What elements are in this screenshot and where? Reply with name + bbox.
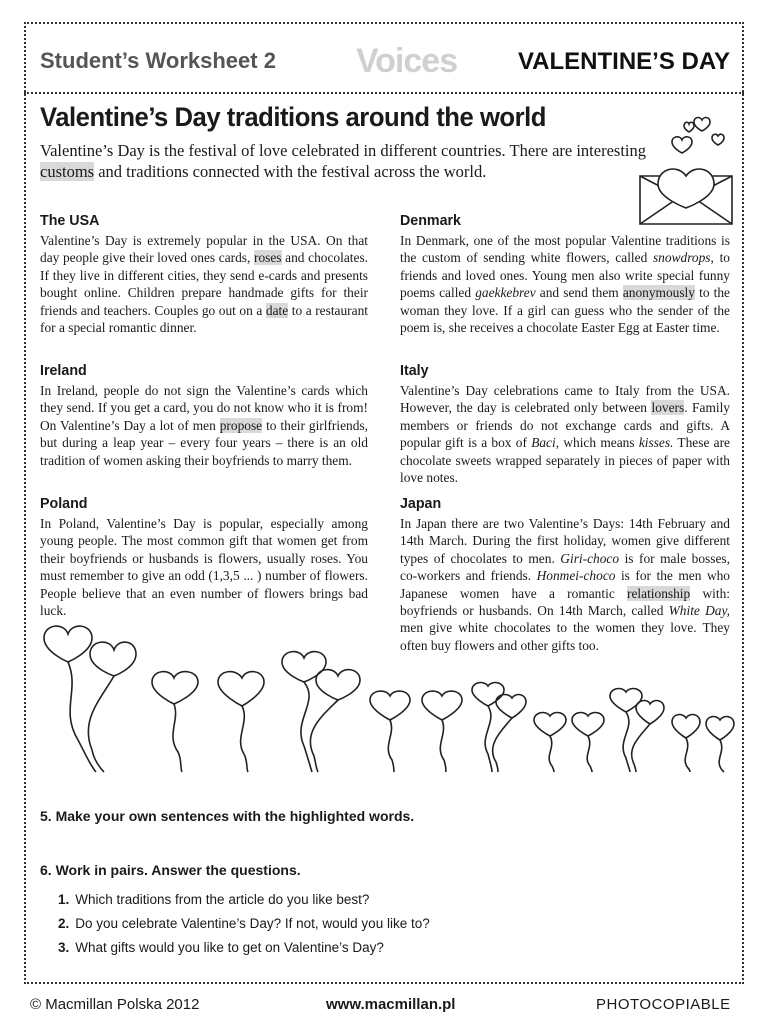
section-usa — [40, 212, 368, 336]
question-item: 1. Which traditions from the article do you like best? — [58, 892, 370, 907]
task-6: 6. Work in pairs. Answer the questions. — [40, 862, 301, 878]
task-5: 5. Make your own sentences with the highlighted words. — [40, 808, 415, 824]
highlighted-word: customs — [40, 162, 95, 181]
footer-url[interactable]: www.macmillan.pl — [326, 996, 456, 1013]
highlighted-word: date — [265, 302, 289, 318]
topic-title: VALENTINE’S DAY — [517, 48, 730, 75]
section-text: In Japan there are two Valentine’s Days: 14th February and 14th March. During the first holiday, women give different types of chocolates to men. Giri-choco is for male bosses, co-workers and friends. Honmei-choco is for the men who Japanese women have a romantic relationship with: boyfriends or husbands. On 14th March, called White Day, men give white chocolates to the women they love. They often buy flowers and other gifts too. — [400, 516, 731, 653]
highlighted-word: relationship — [627, 585, 691, 601]
question-item: 2. Do you celebrate Valentine’s Day? If not, would you like to? — [58, 916, 430, 931]
section-heading: Japan — [400, 495, 442, 512]
section-heading: Poland — [40, 495, 88, 512]
section-text: In Ireland, people do not sign the Valentine’s cards which they send. If you get a card, you do not know who it is from! On Valentine’s Day a lot of men propose to their girlfriends, but during a leap year – every four years – there is an old tradition of women asking their boyfriends to marry them. — [40, 383, 369, 468]
highlighted-word: lovers — [651, 400, 685, 416]
voices-logo: Voices — [356, 42, 458, 80]
section-italy — [400, 362, 730, 486]
highlighted-word: roses — [254, 250, 282, 266]
footer-photocopiable: PHOTOCOPIABLE — [596, 996, 731, 1013]
section-text: Valentine’s Day is extremely popular in the USA. On that day people give their loved ones cards, roses and chocolates. If they live in different cities, they send e-cards and presents bought online. Children prepare handmade gifts for their friends and teachers. Couples go out on a date to a restaurant for a special romantic dinner. — [40, 233, 369, 336]
section-denmark — [400, 212, 730, 336]
section-ireland — [40, 362, 368, 469]
section-text: In Poland, Valentine’s Day is popular, especially among young people. The most common gift that women get from their boyfriends or husbands is flowers, usually roses. You must remember to give an odd (1,3,5 ... ) number of flowers. People believe that an even number of flowers brings bad luck. — [40, 516, 368, 619]
section-text: In Denmark, one of the most popular Valentine traditions is the custom of sending white flowers, called snowdrops, to friends and loved ones. Young men also write special funny poems called gaekkebrev and send them anonymously to the woman they love. If a girl can guess who the sender of the poem is, she receives a chocolate Easter Egg at Easter time. — [400, 233, 731, 336]
section-heading: The USA — [40, 212, 100, 229]
highlighted-word: propose — [219, 417, 263, 433]
section-heading: Denmark — [400, 212, 461, 229]
heart-balloons-icon — [30, 620, 740, 780]
worksheet-header — [24, 30, 744, 94]
worksheet-number: Student’s Worksheet 2 — [40, 48, 276, 73]
page-title: Valentine’s Day traditions around the world — [40, 102, 546, 132]
question-item: 3. What gifts would you like to get on Valentine’s Day? — [58, 940, 384, 955]
section-heading: Ireland — [40, 362, 87, 379]
section-heading: Italy — [400, 362, 429, 379]
footer-copyright: © Macmillan Polska 2012 — [30, 996, 200, 1013]
section-poland — [40, 495, 368, 619]
highlighted-word: anonymously — [622, 285, 695, 301]
section-text: Valentine’s Day celebrations came to Italy from the USA. However, the day is celebrated only between lovers. Family members or friends do not exchange cards and gifts. A popular gift is a box of Baci, which means kisses. These are chocolate sweets wrapped separately in pieces of paper with love notes. — [400, 383, 731, 486]
header-divider — [24, 92, 744, 94]
intro-paragraph: Valentine’s Day is the festival of love celebrated in different countries. There are interesting customs and traditions connected with the festival across the world. — [40, 141, 646, 181]
